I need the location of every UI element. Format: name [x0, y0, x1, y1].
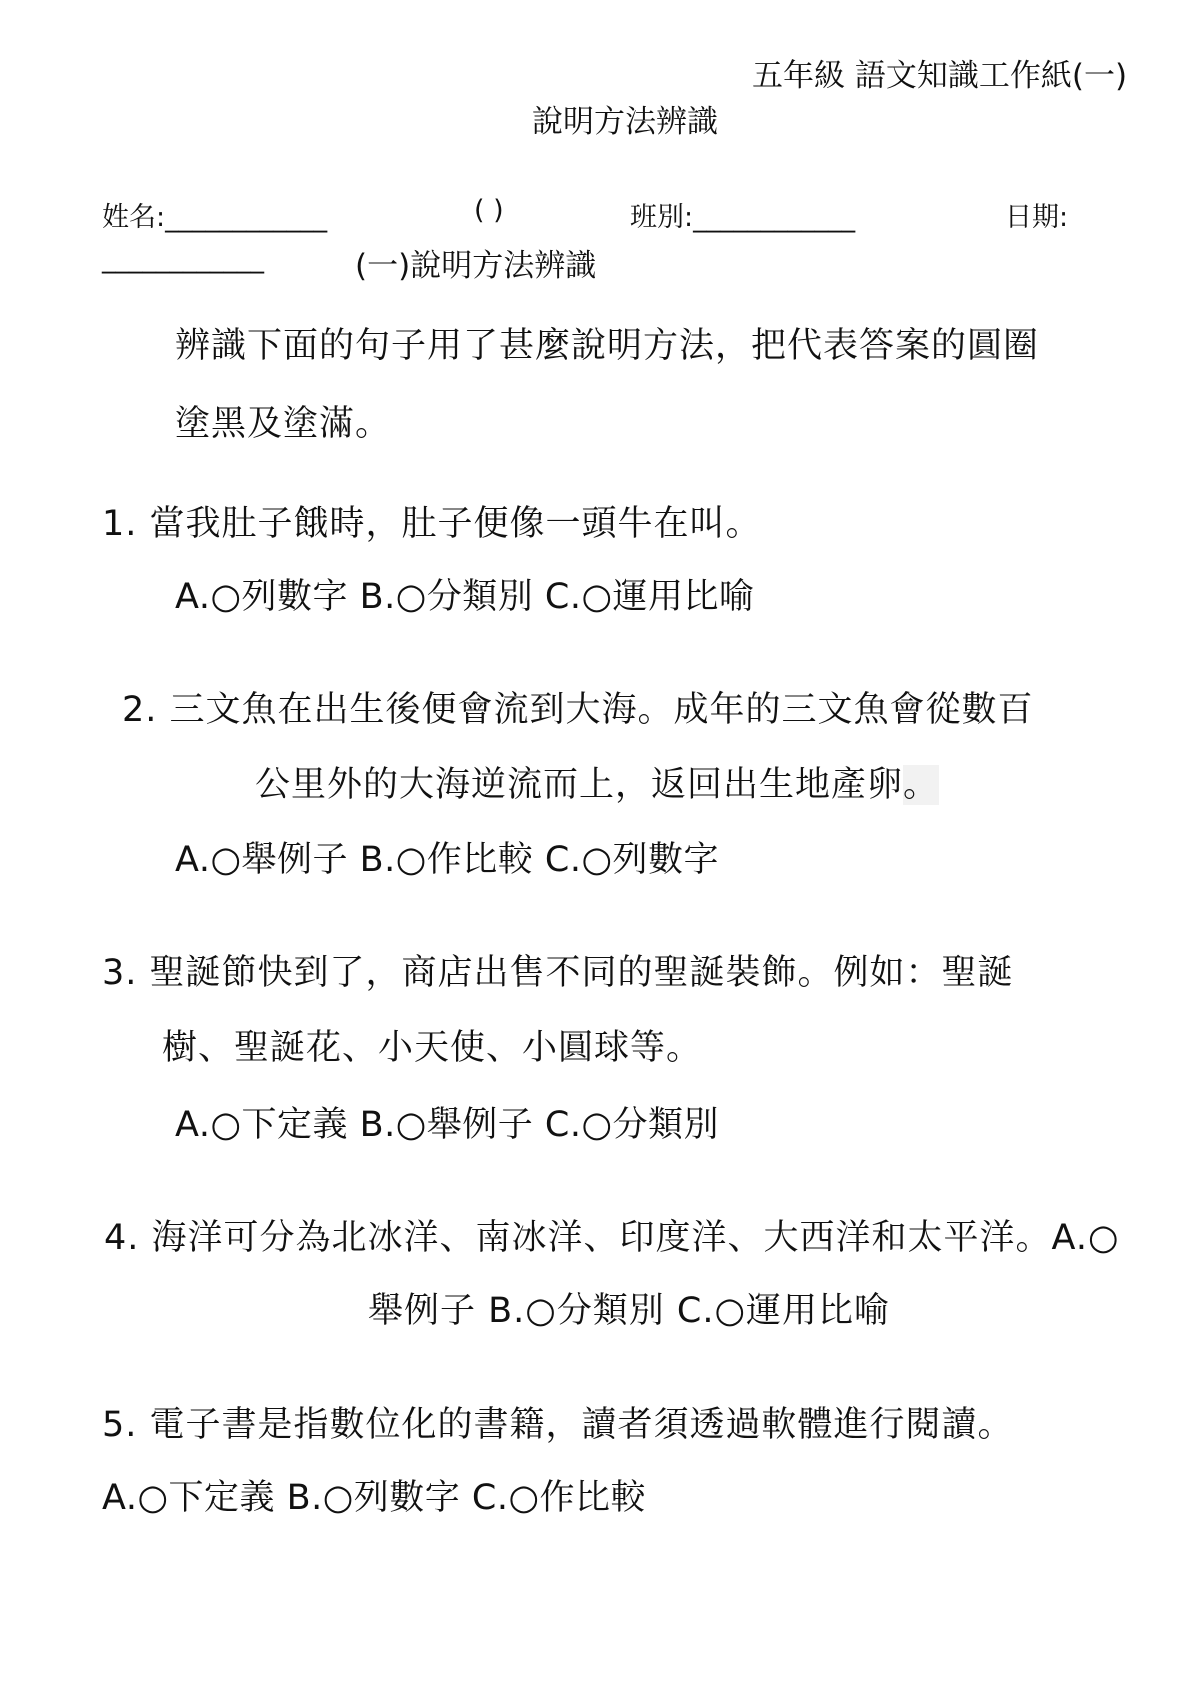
worksheet-title: 五年級 語文知識工作紙(一): [752, 58, 1128, 94]
question-2-line-2-end: 。: [903, 765, 940, 805]
question-5-text: 5. 電子書是指數位化的書籍，讀者須透過軟體進行閱讀。: [102, 1405, 1014, 1445]
question-2-line-2-main: 公里外的大海逆流而上，返回出生地產卵: [255, 765, 904, 805]
question-3-text-line-1: 3. 聖誕節快到了，商店出售不同的聖誕裝飾。例如：聖誕: [102, 953, 1014, 993]
date-blank: ____________: [102, 243, 264, 274]
worksheet-subtitle: 說明方法辨識: [532, 104, 718, 140]
question-1-text: 1. 當我肚子餓時，肚子便像一頭牛在叫。: [102, 504, 762, 544]
question-3-options: A.○下定義 B.○舉例子 C.○分類別: [175, 1105, 720, 1145]
instructions-line-1: 辨識下面的句子用了甚麼說明方法，把代表答案的圓圈: [175, 326, 1040, 366]
question-4-text-line-1: 4. 海洋可分為北冰洋、南冰洋、印度洋、大西洋和太平洋。A.○: [104, 1218, 1120, 1258]
student-number-field: ( ): [474, 195, 504, 226]
question-2-text-line-2: [255, 757, 939, 807]
question-3-text-line-2: 樹、聖誕花、小天使、小圓球等。: [162, 1028, 703, 1068]
section-title: (一)說明方法辨識: [355, 248, 597, 284]
question-5-options: A.○下定義 B.○列數字 C.○作比較: [102, 1478, 647, 1518]
date-label: 日期:: [1005, 202, 1069, 233]
question-4-text-line-2: 舉例子 B.○分類別 C.○運用比喻: [368, 1291, 891, 1331]
name-field: 姓名:____________: [102, 202, 328, 233]
instructions-line-2: 塗黑及塗滿。: [175, 404, 392, 444]
class-field: 班別:____________: [630, 202, 856, 233]
question-2-text-line-1: 2. 三文魚在出生後便會流到大海。成年的三文魚會從數百: [122, 690, 1034, 730]
question-2-options: A.○舉例子 B.○作比較 C.○列數字: [175, 840, 720, 880]
question-1-options: A.○列數字 B.○分類別 C.○運用比喻: [175, 577, 755, 617]
